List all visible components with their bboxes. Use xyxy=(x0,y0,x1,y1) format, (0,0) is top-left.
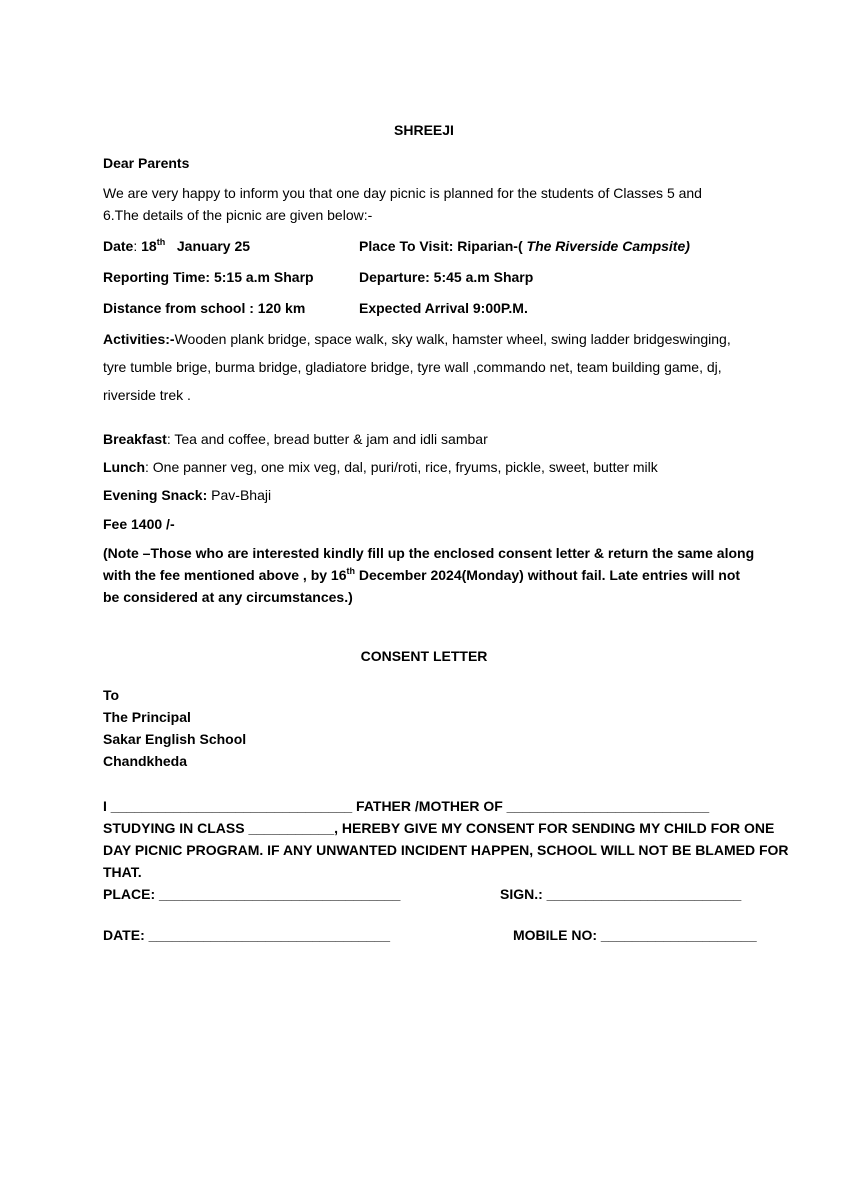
address-principal: The Principal xyxy=(103,709,191,725)
place-value: The Riverside Campsite) xyxy=(526,238,690,254)
address-city: Chandkheda xyxy=(103,753,188,769)
lunch: Lunch: One panner veg, one mix veg, dal, puri/roti, rice, fryums, pickle, sweet, butter milk xyxy=(103,459,658,475)
address-to: To xyxy=(103,687,120,703)
document-heading: SHREEJI xyxy=(394,122,454,138)
date-field: DATE: _______________________________ xyxy=(103,927,390,943)
consent-line-3: DAY PICNIC PROGRAM. IF ANY UNWANTED INCIDENT HAPPEN, SCHOOL WILL NOT BE BLAMED FOR xyxy=(103,842,789,858)
breakfast: Breakfast: Tea and coffee, bread butter & jam and idli sambar xyxy=(103,431,488,447)
date-detail: Date: 18th January 25 xyxy=(103,237,251,254)
place-detail xyxy=(359,237,690,255)
activities-label: Activities:- xyxy=(103,331,175,347)
date-rest: January 25 xyxy=(176,238,251,254)
departure-time: Departure: 5:45 a.m Sharp xyxy=(359,269,534,285)
place-label: Place To Visit: Riparian-( xyxy=(359,238,523,254)
intro-line-2: 6.The details of the picnic are given below:- xyxy=(103,207,373,223)
activities-line-3: riverside trek . xyxy=(103,387,191,403)
note-line-2: with the fee mentioned above , by 16th December 2024(Monday) without fail. Late entries will not xyxy=(103,566,741,583)
lunch-label: Lunch xyxy=(103,459,145,475)
expected-arrival: Expected Arrival 9:00P.M. xyxy=(359,300,528,316)
breakfast-label: Breakfast xyxy=(103,431,167,447)
consent-line-1: I _______________________________ FATHER /MOTHER OF __________________________ xyxy=(103,798,710,814)
consent-line-2: STUDYING IN CLASS ___________, HEREBY GIVE MY CONSENT FOR SENDING MY CHILD FOR ONE xyxy=(103,820,775,836)
consent-line-4: THAT. xyxy=(103,864,142,880)
intro-line-1: We are very happy to inform you that one day picnic is planned for the students of Classes 5 and xyxy=(103,185,702,201)
activities-line-2: tyre tumble brige, burma bridge, gladiatore bridge, tyre wall ,commando net, team building game, dj, xyxy=(103,359,722,375)
salutation: Dear Parents xyxy=(103,155,190,171)
note-line-1: (Note –Those who are interested kindly fill up the enclosed consent letter & return the same along xyxy=(103,545,755,561)
mobile-field: MOBILE NO: ____________________ xyxy=(513,927,757,943)
date-day: 18th xyxy=(141,237,166,254)
place-field: PLACE: _______________________________ xyxy=(103,886,401,902)
sign-field: SIGN.: _________________________ xyxy=(500,886,742,902)
distance: Distance from school : 120 km xyxy=(103,300,306,316)
reporting-time: Reporting Time: 5:15 a.m Sharp xyxy=(103,269,314,285)
activities-line-1: Activities:-Wooden plank bridge, space walk, sky walk, hamster wheel, swing ladder bridgeswinging, xyxy=(103,331,731,347)
snack-label: Evening Snack: xyxy=(103,487,208,503)
date-label: Date xyxy=(103,238,134,254)
note-line-3: be considered at any circumstances.) xyxy=(103,589,353,605)
evening-snack: Evening Snack: Pav-Bhaji xyxy=(103,487,272,503)
fee: Fee 1400 /- xyxy=(103,516,175,532)
address-school: Sakar English School xyxy=(103,731,247,747)
consent-title: CONSENT LETTER xyxy=(360,648,488,664)
